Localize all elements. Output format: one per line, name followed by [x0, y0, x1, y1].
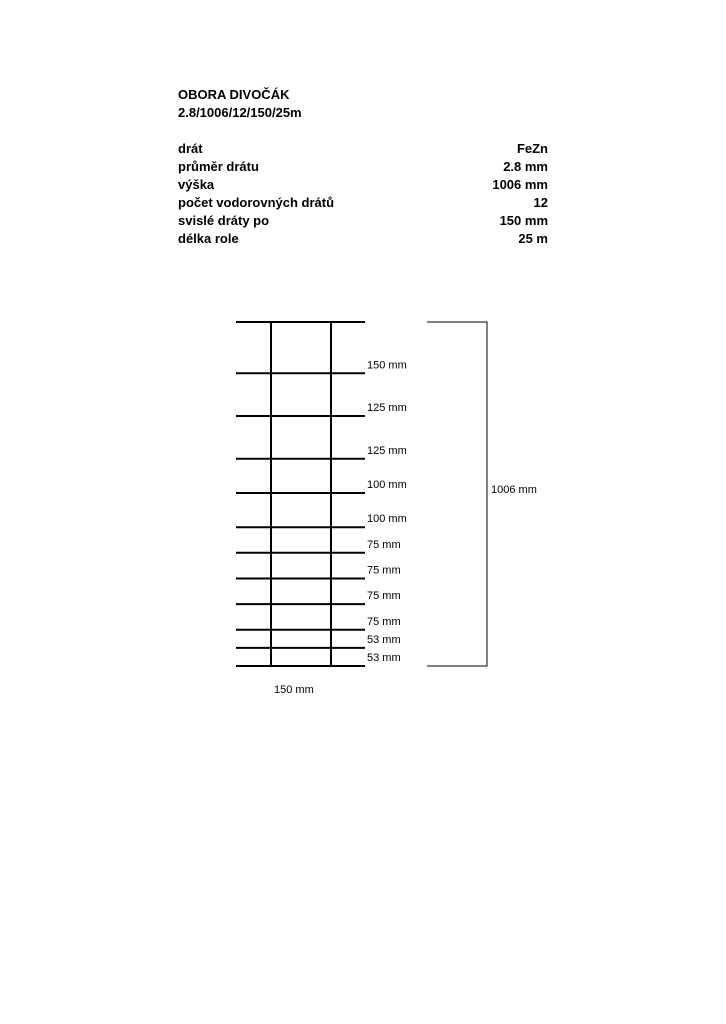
- spec-value: 12: [533, 195, 548, 210]
- spec-value: FeZn: [516, 141, 548, 156]
- spacing-label: 53 mm: [367, 633, 401, 646]
- horizontal-wires: [236, 322, 365, 666]
- spec-label: výška: [178, 177, 215, 192]
- spacing-label: 75 mm: [367, 564, 401, 577]
- height-bracket: [427, 322, 487, 666]
- spacing-label: 53 mm: [367, 652, 401, 664]
- spacing-label: 75 mm: [367, 538, 401, 551]
- spec-value: 2.8 mm: [503, 159, 548, 174]
- spec-value: 150 mm: [499, 213, 548, 228]
- spec-label: počet vodorovných drátů: [178, 195, 335, 210]
- spacing-label: 75 mm: [367, 590, 401, 603]
- total-height-label: 1006 mm: [491, 484, 537, 496]
- product-code: 2.8/1006/12/150/25m: [178, 105, 302, 120]
- document-title: OBORA DIVOČÁK: [178, 87, 290, 102]
- spec-label: svislé dráty po: [178, 213, 270, 228]
- spacing-label: 100 mm: [367, 479, 407, 491]
- vertical-spacing-label: 150 mm: [274, 684, 314, 696]
- spec-label: průměr drátu: [178, 159, 259, 174]
- spacing-labels: [367, 359, 407, 664]
- spec-label: délka role: [178, 231, 239, 246]
- spacing-label: 125 mm: [367, 444, 407, 457]
- spacing-label: 125 mm: [367, 402, 407, 414]
- spacing-label: 75 mm: [367, 615, 401, 628]
- spec-value: 1006 mm: [492, 177, 548, 192]
- spacing-label: 150 mm: [367, 359, 407, 372]
- spec-label: drát: [178, 141, 203, 156]
- spacing-label: 100 mm: [367, 513, 407, 526]
- spec-value: 25 m: [518, 231, 548, 246]
